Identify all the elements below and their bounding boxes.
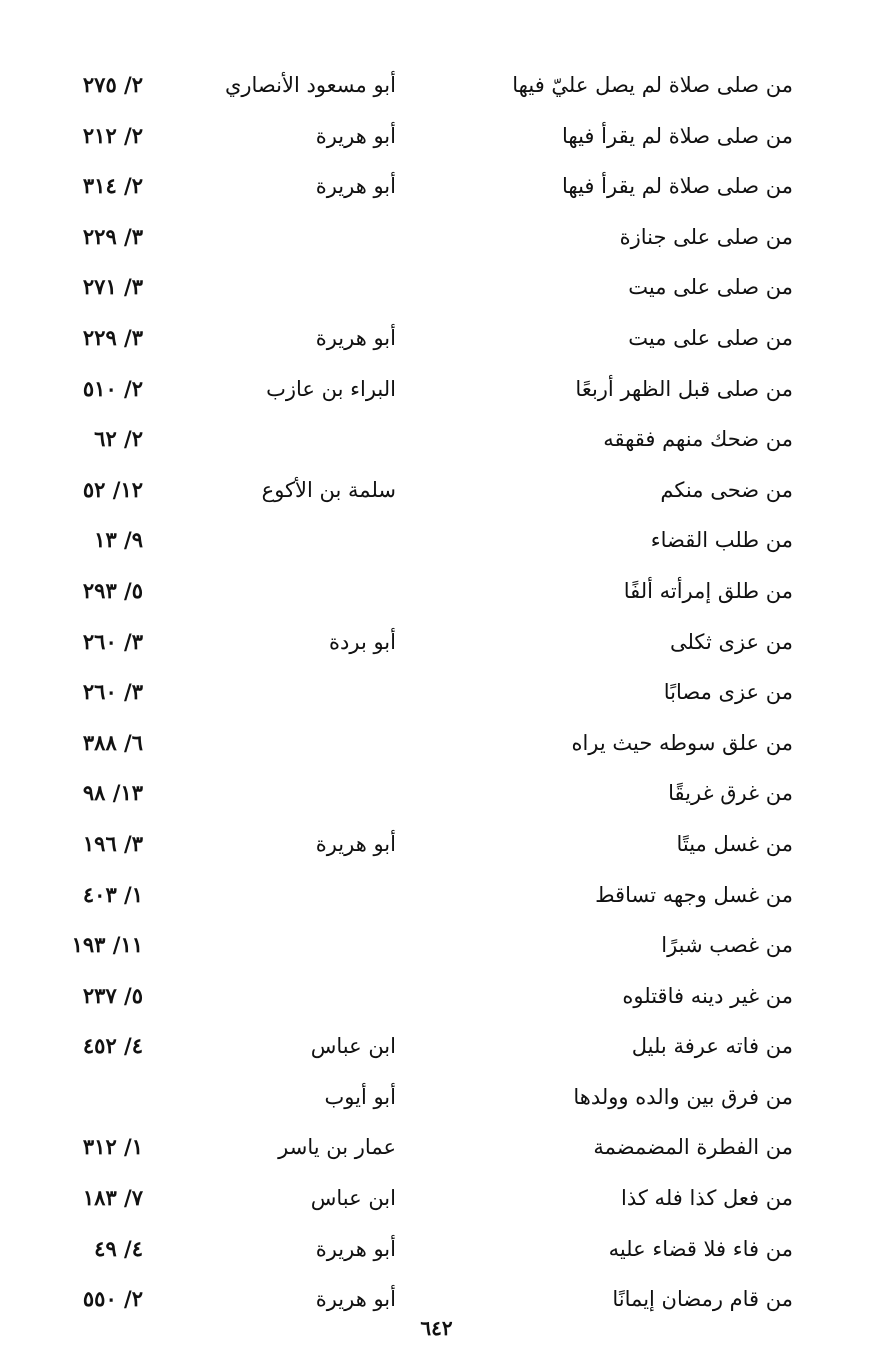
narrator-name: أبو مسعود الأنصاري	[224, 73, 396, 97]
volume-page-reference: ٢/ ٥٥٠	[82, 1286, 143, 1312]
index-row	[0, 364, 873, 415]
index-row	[0, 1173, 873, 1224]
index-row	[0, 1224, 873, 1275]
narrator-name: أبو هريرة	[315, 174, 396, 199]
index-row	[0, 768, 873, 819]
hadith-index-list	[0, 60, 873, 1325]
hadith-text: من ضحى منكم	[660, 477, 793, 502]
hadith-text: من فرق بين والده وولدها	[573, 1084, 793, 1109]
hadith-text: من طلق إمرأته ألفًا	[623, 578, 793, 603]
volume-page-reference: ٩/ ١٣	[94, 527, 143, 553]
volume-page-reference: ٣/ ٢٦٠	[82, 679, 143, 705]
volume-page-reference: ٥/ ٢٣٧	[82, 982, 143, 1008]
volume-page-reference: ٢/ ٢١٢	[82, 122, 143, 148]
hadith-text: من غسل وجهه تساقط	[595, 882, 793, 907]
volume-page-reference: ٢/ ٦٢	[94, 426, 143, 452]
volume-page-reference: ٣/ ٢٢٩	[82, 223, 143, 249]
volume-page-reference: ١٣/ ٩٨	[82, 780, 143, 806]
volume-page-reference: ٢/ ٣١٤	[82, 173, 143, 199]
index-row	[0, 111, 873, 162]
index-row	[0, 515, 873, 566]
hadith-text: من ضحك منهم فقهقه	[603, 427, 793, 452]
hadith-text: من غرق غريقًا	[668, 781, 793, 806]
index-row	[0, 1021, 873, 1072]
volume-page-reference: ٢/ ٥١٠	[82, 375, 143, 401]
hadith-text: من عزى مصابًا	[663, 680, 793, 705]
hadith-text: من غسل ميتًا	[676, 831, 793, 856]
hadith-text: من صلى على ميت	[628, 275, 793, 300]
index-row	[0, 313, 873, 364]
index-row	[0, 1122, 873, 1173]
index-row	[0, 971, 873, 1022]
index-row	[0, 161, 873, 212]
index-row	[0, 465, 873, 516]
volume-page-reference: ٢/ ٢٧٥	[82, 72, 143, 97]
hadith-text: من صلى قبل الظهر أربعًا	[575, 376, 793, 401]
index-row	[0, 718, 873, 769]
volume-page-reference: ٥/ ٢٩٣	[82, 577, 143, 603]
narrator-name: ابن عباس	[310, 1186, 396, 1211]
narrator-name: ابن عباس	[310, 1034, 396, 1059]
hadith-text: من صلى على جنازة	[619, 224, 793, 249]
hadith-text: من علق سوطه حيث يراه	[571, 730, 793, 755]
hadith-text: من فعل كذا فله كذا	[621, 1186, 793, 1211]
index-row	[0, 262, 873, 313]
hadith-text: من عزى ثكلى	[669, 629, 793, 654]
volume-page-reference: ٣/ ١٩٦	[82, 830, 143, 856]
narrator-name: البراء بن عازب	[266, 376, 396, 401]
hadith-text: من فاء فلا قضاء عليه	[608, 1236, 793, 1261]
volume-page-reference: ١/ ٤٠٣	[82, 881, 143, 907]
hadith-text: من صلى صلاة لم يقرأ فيها	[562, 123, 793, 148]
index-row	[0, 819, 873, 870]
volume-page-reference: ٤/ ٤٥٢	[82, 1033, 143, 1059]
narrator-name: أبو أيوب	[324, 1084, 396, 1109]
hadith-text: من قام رمضان إيمانًا	[612, 1287, 793, 1312]
index-row	[0, 920, 873, 971]
index-row	[0, 60, 873, 111]
narrator-name: أبو هريرة	[315, 1287, 396, 1312]
hadith-text: من الفطرة المضمضمة	[593, 1135, 793, 1160]
index-row	[0, 1072, 873, 1123]
hadith-text: من فاته عرفة بليل	[631, 1034, 793, 1059]
narrator-name: سلمة بن الأكوع	[261, 477, 396, 502]
volume-page-reference: ٦/ ٣٨٨	[82, 729, 143, 755]
volume-page-reference: ٣/ ٢٧١	[82, 274, 143, 300]
hadith-text: من غصب شبرًا	[661, 933, 793, 958]
volume-page-reference: ٤/ ٤٩	[94, 1235, 143, 1261]
volume-page-reference: ٧/ ١٨٣	[82, 1185, 143, 1211]
hadith-text: من غير دينه فاقتلوه	[622, 983, 793, 1008]
narrator-name: أبو هريرة	[315, 123, 396, 148]
index-row	[0, 212, 873, 263]
hadith-text: من صلى صلاة لم يصل عليّ فيها	[512, 73, 793, 97]
hadith-text: من طلب القضاء	[650, 528, 793, 553]
volume-page-reference: ٣/ ٢٦٠	[82, 628, 143, 654]
hadith-text: من صلى على ميت	[628, 325, 793, 350]
page-number: ٦٤٢	[420, 1316, 453, 1340]
index-row	[0, 617, 873, 668]
narrator-name: أبو هريرة	[315, 1236, 396, 1261]
index-row	[0, 566, 873, 617]
volume-page-reference: ١/ ٣١٢	[82, 1134, 143, 1160]
narrator-name: أبو هريرة	[315, 831, 396, 856]
narrator-name: أبو بردة	[329, 629, 396, 654]
index-row	[0, 414, 873, 465]
narrator-name: عمار بن ياسر	[278, 1135, 396, 1160]
index-row	[0, 870, 873, 921]
narrator-name: أبو هريرة	[315, 325, 396, 350]
volume-page-reference: ١٢/ ٥٢	[82, 476, 143, 502]
volume-page-reference: ٣/ ٢٢٩	[82, 324, 143, 350]
hadith-text: من صلى صلاة لم يقرأ فيها	[562, 174, 793, 199]
index-row	[0, 667, 873, 718]
volume-page-reference: ١١/ ١٩٣	[71, 932, 143, 958]
